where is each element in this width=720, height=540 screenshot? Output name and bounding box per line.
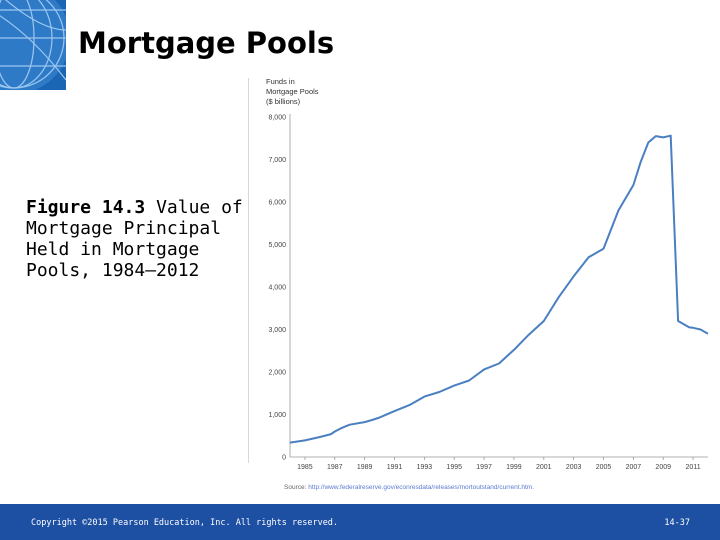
x-tick-label: 1993 (416, 464, 433, 471)
y-axis-ticks (268, 115, 286, 462)
x-tick-label: 2011 (685, 464, 701, 471)
series-line (290, 136, 708, 443)
y-tick-label: 0 (282, 454, 286, 462)
y-tick-label: 4,000 (268, 284, 286, 292)
x-tick-label: 1985 (297, 464, 313, 471)
x-tick-label: 2009 (655, 464, 672, 471)
globe-logo (0, 0, 66, 90)
y-tick-label: 5,000 (268, 242, 286, 249)
copyright-text: Copyright ©2015 Pearson Education, Inc. All rights reserved. (31, 518, 339, 528)
y-tick-label: 2,000 (268, 369, 286, 377)
figure-caption (26, 197, 256, 281)
y-tick-label: 3,000 (268, 327, 286, 334)
x-tick-label: 1989 (356, 464, 373, 471)
x-tick-label: 2001 (535, 464, 552, 471)
x-tick-label: 2007 (625, 464, 642, 471)
x-tick-label: 1991 (386, 464, 403, 471)
figure-number: Figure 14.3 (26, 197, 146, 218)
y-axis-label (266, 77, 319, 106)
figure-caption-text: Value of Mortgage Principal Held in Mortgage Pools, 1984–2012 (26, 197, 243, 281)
source-link[interactable]: http://www.federalreserve.gov/econresdata/releases/mortoutstand/current.htm. (308, 484, 535, 491)
x-tick-label: 2003 (565, 464, 582, 471)
x-tick-label: 1997 (476, 464, 492, 471)
y-tick-label: 8,000 (268, 114, 286, 122)
source-label: Source: (284, 484, 307, 491)
y-axis-label-line: Funds in (266, 77, 295, 86)
footer-bar (0, 504, 720, 540)
slide-title: Mortgage Pools (78, 26, 335, 60)
y-axis-label-line: ($ billions) (266, 97, 301, 106)
source-note (284, 484, 534, 491)
mortgage-pools-chart (250, 72, 712, 476)
y-axis-label-line: Mortgage Pools (266, 87, 319, 96)
y-tick-label: 7,000 (268, 157, 286, 164)
x-tick-label: 2005 (595, 464, 612, 471)
page-number: 14-37 (664, 518, 690, 528)
y-tick-label: 6,000 (268, 199, 286, 207)
x-tick-label: 1995 (446, 464, 463, 471)
x-axis-ticks (297, 457, 701, 471)
y-tick-label: 1,000 (268, 412, 286, 419)
x-tick-label: 1999 (506, 464, 522, 471)
x-tick-label: 1987 (326, 464, 343, 471)
divider-line (248, 78, 249, 463)
